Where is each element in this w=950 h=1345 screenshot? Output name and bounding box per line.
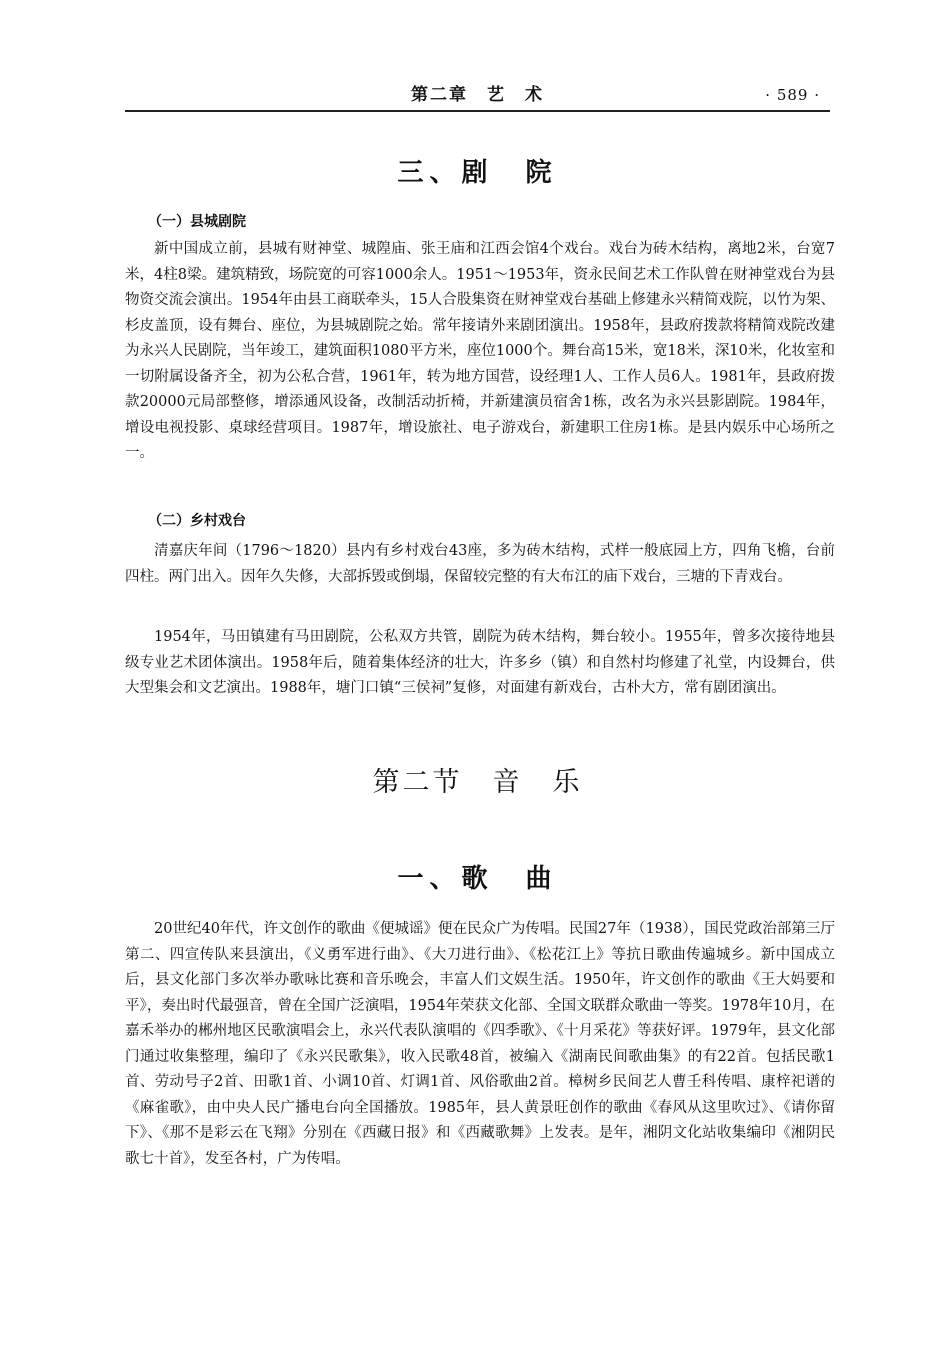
header-rule bbox=[125, 110, 830, 112]
chapter-title: 第二章 艺 术 bbox=[411, 85, 544, 105]
section-title-songs: 一、歌 曲 bbox=[397, 864, 558, 894]
page-number: · 589 · bbox=[765, 86, 820, 104]
running-header bbox=[125, 82, 830, 108]
paragraph-village-stage-1: 清嘉庆年间（1796～1820）县内有乡村戏台43座，多为砖木结构，式样一般底园上方，四角飞檐，台前四柱。两门出入。因年久失修，大部拆毁或倒塌，保留较完整的有大布江的庙下戏台，三塘的下青戏台。 bbox=[125, 543, 835, 585]
subheading-village-stage: （二）乡村戏台 bbox=[148, 513, 246, 529]
paragraph-county-theatre: 新中国成立前，县城有财神堂、城隍庙、张王庙和江西会馆4个戏台。戏台为砖木结构，离地2米，台宽7米，4柱8梁。建筑精致，场院宽的可容1000余人。1951～1953年，资永民间艺术工作队曾在财神堂戏台为县物资交流会演出。1954年由县工商联牵头，15人合股集资在财神堂戏台基础上修建永兴精简戏院，以竹为架、杉皮盖顶，设有舞台、座位，为县城剧院之始。常年接请外来剧团演出。1958年，县政府拨款将精简戏院改建为永兴人民剧院，当年竣工，建筑面积1080平方米，座位1000个。舞台高15米，宽18米，深10米，化妆室和一切附属设备齐全，初为公私合营，1961年，转为地方国营，设经理1人、工作人员6人。1981年，县政府拨款20000元局部整修，增添通风设备，改制活动折椅，并新建演员宿舍1栋，改名为永兴县影剧院。1984年，增设电视投影、桌球经营项目。1987年，增设旅社、电子游戏台，新建职工住房1栋。是县内娱乐中心场所之一。 bbox=[125, 241, 835, 461]
subheading-county-theatre: （一）县城剧院 bbox=[148, 214, 246, 230]
paragraph-village-stage-2: 1954年，马田镇建有马田剧院，公私双方共管，剧院为砖木结构，舞台较小。1955年，曾多次接待地县级专业艺术团体演出。1958年后，随着集体经济的壮大，许多乡（镇）和自然村均修建了礼堂，内设舞台，供大型集会和文艺演出。1988年，塘门口镇“三侯祠”复修，对面建有新戏台，古朴大方，常有剧团演出。 bbox=[125, 629, 835, 696]
section-title-theatre: 三、剧 院 bbox=[397, 158, 558, 188]
section-title-music: 第二节 音 乐 bbox=[372, 767, 583, 798]
paragraph-songs: 20世纪40年代，许文创作的歌曲《便城谣》便在民众广为传唱。民国27年（1938），国民党政治部第三厅第二、四宣传队来县演出，《义勇军进行曲》、《大刀进行曲》、《松花江上》等抗日歌曲传遍城乡。新中国成立后，县文化部门多次举办歌咏比赛和音乐晚会，丰富人们文娱生活。1950年，许文创作的歌曲《王大妈要和平》，奏出时代最强音，曾在全国广泛演唱，1954年荣获文化部、全国文联群众歌曲一等奖。1978年10月，在嘉禾举办的郴州地区民歌演唱会上，永兴代表队演唱的《四季歌》、《十月采花》等获好评。1979年，县文化部门通过收集整理，编印了《永兴民歌集》，收入民歌48首，被编入《湖南民间歌曲集》的有22首。包括民歌1首、劳动号子2首、田歌1首、小调10首、灯调1首、风俗歌曲2首。樟树乡民间艺人曹壬科传唱、康梓祀谱的《麻雀歌》，由中央人民广播电台向全国播放。1985年，县人黄景旺创作的歌曲《春风从这里吹过》、《请你留下》、《那不是彩云在飞翔》分别在《西藏日报》和《西藏歌舞》上发表。是年，湘阴文化站收集编印《湘阴民歌七十首》，发至各村，广为传唱。 bbox=[125, 921, 835, 1167]
